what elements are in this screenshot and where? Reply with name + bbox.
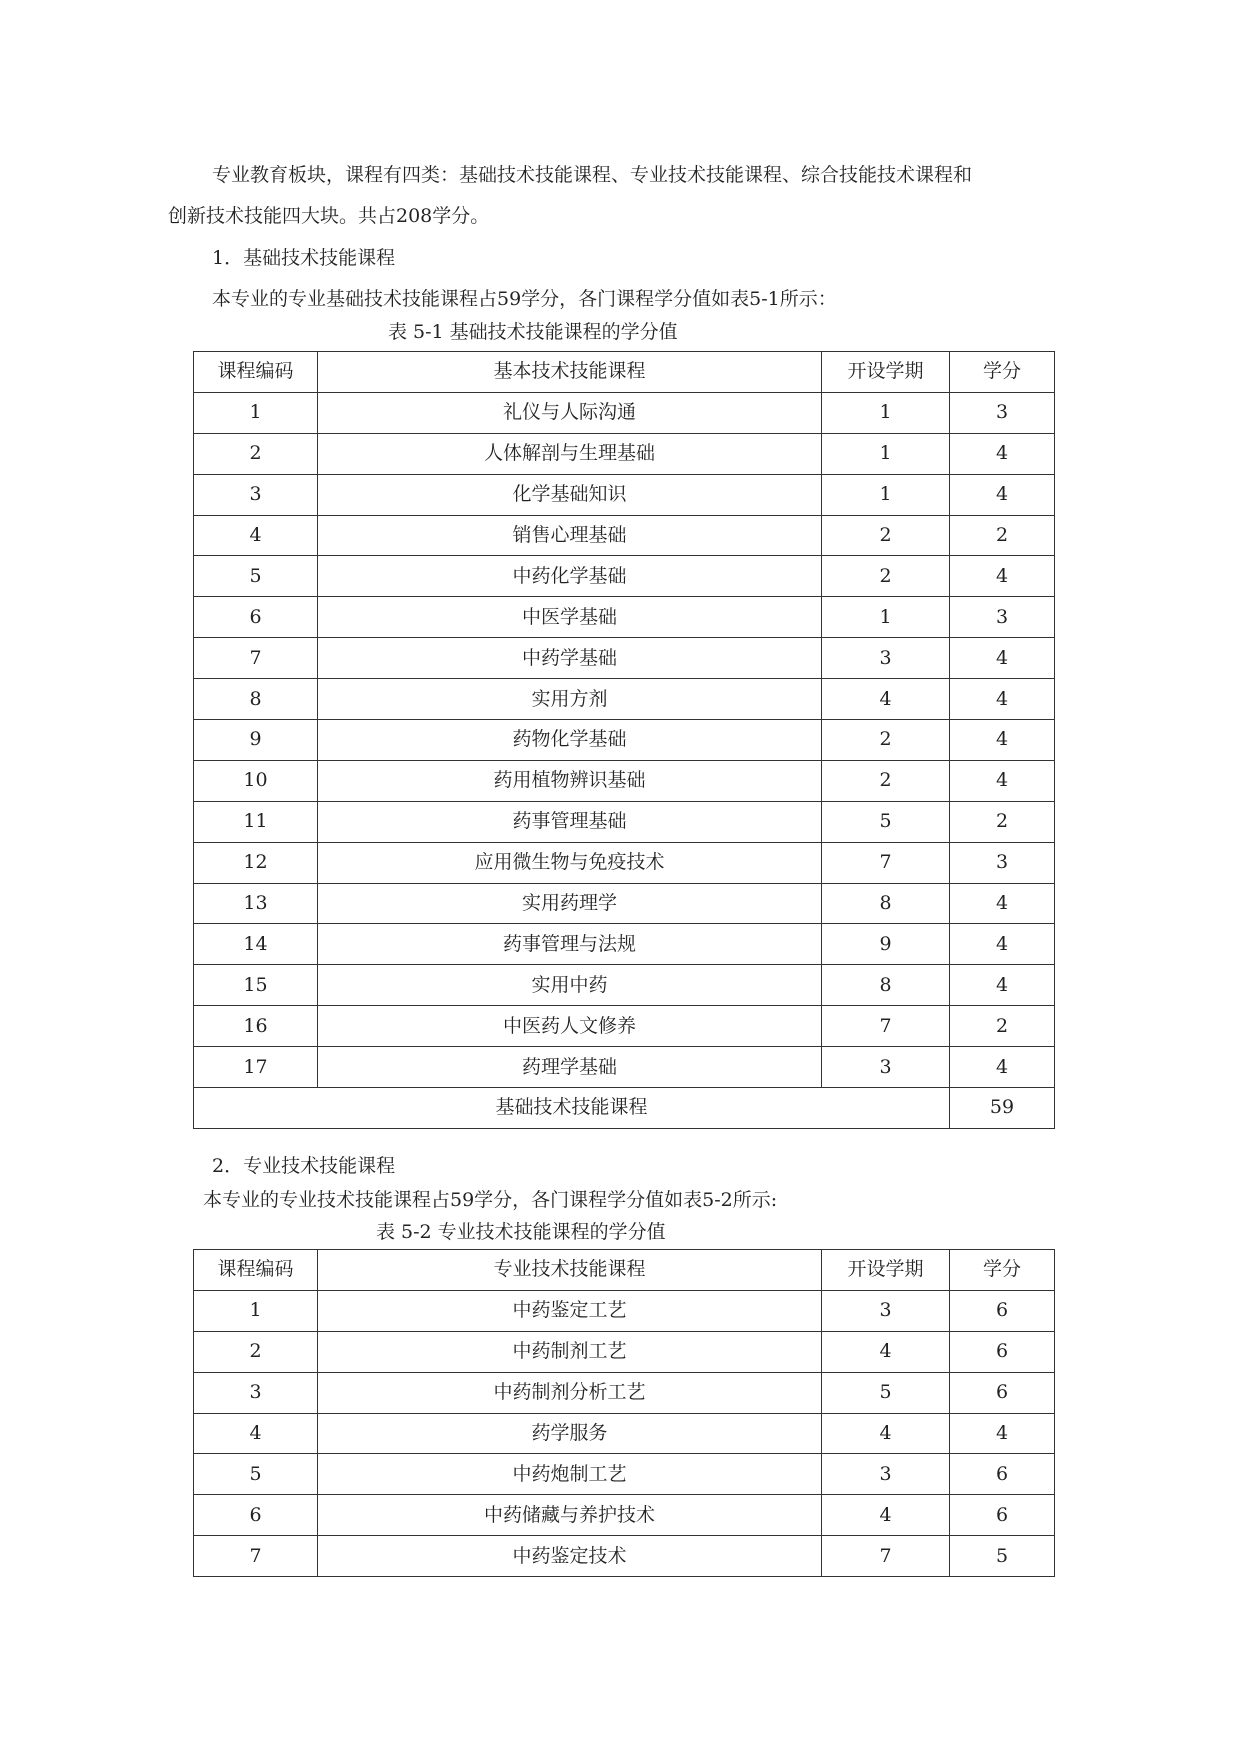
section1-description: 本专业的专业基础技术技能课程占59学分，各门课程学分值如表5-1所示： [212, 288, 837, 310]
table-row [194, 679, 1055, 720]
cell-semester: 4 [822, 1331, 950, 1372]
cell-course-name: 中药鉴定工艺 [318, 1290, 822, 1331]
table1-body [194, 392, 1055, 1087]
table1-total-row [194, 1088, 1055, 1129]
cell-semester: 1 [822, 433, 950, 474]
cell-semester: 7 [822, 842, 950, 883]
cell-semester: 2 [822, 556, 950, 597]
cell-credits: 4 [950, 924, 1055, 965]
cell-credits: 4 [950, 679, 1055, 720]
cell-semester: 2 [822, 720, 950, 761]
cell-credits: 4 [950, 965, 1055, 1006]
intro-line-1: 专业教育板块，课程有四类：基础技术技能课程、专业技术技能课程、综合技能技术课程和 [212, 164, 973, 186]
section2-description: 本专业的专业技术技能课程占59学分，各门课程学分值如表5-2所示: [203, 1189, 778, 1211]
cell-course-name: 中药制剂分析工艺 [318, 1372, 822, 1413]
table-row [194, 1413, 1055, 1454]
cell-credits: 3 [950, 842, 1055, 883]
table-row [194, 474, 1055, 515]
total-label: 基础技术技能课程 [194, 1088, 950, 1129]
cell-credits: 4 [950, 1413, 1055, 1454]
header-semester: 开设学期 [822, 352, 950, 393]
cell-semester: 9 [822, 924, 950, 965]
cell-semester: 7 [822, 1006, 950, 1047]
table-row [194, 1495, 1055, 1536]
cell-course-name: 销售心理基础 [318, 515, 822, 556]
table1-basic-skill-courses [193, 351, 1055, 1129]
table-row [194, 597, 1055, 638]
table-row [194, 760, 1055, 801]
cell-course-code: 4 [194, 1413, 318, 1454]
table-row [194, 1006, 1055, 1047]
cell-credits: 5 [950, 1536, 1055, 1577]
cell-semester: 8 [822, 883, 950, 924]
cell-semester: 1 [822, 392, 950, 433]
table-row [194, 638, 1055, 679]
header-credits: 学分 [950, 1250, 1055, 1291]
table-row [194, 801, 1055, 842]
cell-course-name: 中药储藏与养护技术 [318, 1495, 822, 1536]
cell-course-name: 中药化学基础 [318, 556, 822, 597]
cell-course-name: 中医药人文修养 [318, 1006, 822, 1047]
cell-course-name: 中药制剂工艺 [318, 1331, 822, 1372]
cell-semester: 5 [822, 1372, 950, 1413]
cell-credits: 4 [950, 433, 1055, 474]
cell-semester: 7 [822, 1536, 950, 1577]
cell-semester: 4 [822, 1413, 950, 1454]
table-row [194, 965, 1055, 1006]
table-row [194, 1536, 1055, 1577]
cell-credits: 4 [950, 556, 1055, 597]
cell-course-code: 7 [194, 638, 318, 679]
table-row [194, 392, 1055, 433]
cell-course-name: 化学基础知识 [318, 474, 822, 515]
cell-semester: 4 [822, 1495, 950, 1536]
cell-course-code: 12 [194, 842, 318, 883]
cell-course-code: 6 [194, 597, 318, 638]
table1-caption: 表 5-1 基础技术技能课程的学分值 [388, 321, 678, 343]
cell-course-code: 17 [194, 1047, 318, 1088]
cell-course-name: 药物化学基础 [318, 720, 822, 761]
cell-credits: 2 [950, 515, 1055, 556]
table-row [194, 1454, 1055, 1495]
table2-body [194, 1290, 1055, 1576]
cell-course-code: 2 [194, 433, 318, 474]
cell-course-code: 4 [194, 515, 318, 556]
cell-course-name: 中药鉴定技术 [318, 1536, 822, 1577]
table-row [194, 842, 1055, 883]
cell-course-code: 5 [194, 1454, 318, 1495]
cell-credits: 3 [950, 392, 1055, 433]
cell-course-name: 应用微生物与免疫技术 [318, 842, 822, 883]
cell-course-code: 7 [194, 1536, 318, 1577]
cell-credits: 6 [950, 1454, 1055, 1495]
cell-course-code: 1 [194, 392, 318, 433]
table-row [194, 883, 1055, 924]
cell-credits: 4 [950, 1047, 1055, 1088]
cell-credits: 3 [950, 597, 1055, 638]
cell-course-code: 9 [194, 720, 318, 761]
cell-semester: 3 [822, 638, 950, 679]
table-row [194, 924, 1055, 965]
cell-course-name: 人体解剖与生理基础 [318, 433, 822, 474]
cell-course-code: 14 [194, 924, 318, 965]
cell-course-name: 中药炮制工艺 [318, 1454, 822, 1495]
cell-credits: 2 [950, 801, 1055, 842]
table-row [194, 433, 1055, 474]
cell-credits: 6 [950, 1372, 1055, 1413]
cell-credits: 4 [950, 474, 1055, 515]
cell-semester: 1 [822, 474, 950, 515]
table2-header-row [194, 1250, 1055, 1291]
cell-course-code: 16 [194, 1006, 318, 1047]
cell-credits: 2 [950, 1006, 1055, 1047]
cell-course-code: 5 [194, 556, 318, 597]
cell-course-name: 实用中药 [318, 965, 822, 1006]
cell-course-name: 药理学基础 [318, 1047, 822, 1088]
header-credits: 学分 [950, 352, 1055, 393]
cell-semester: 4 [822, 679, 950, 720]
cell-course-name: 药事管理基础 [318, 801, 822, 842]
intro-line-2: 创新技术技能四大块。共占208学分。 [168, 205, 490, 227]
cell-semester: 2 [822, 515, 950, 556]
table2-caption: 表 5-2 专业技术技能课程的学分值 [376, 1221, 666, 1243]
cell-semester: 5 [822, 801, 950, 842]
cell-credits: 6 [950, 1331, 1055, 1372]
cell-course-code: 1 [194, 1290, 318, 1331]
cell-semester: 3 [822, 1290, 950, 1331]
table-row [194, 556, 1055, 597]
table-row [194, 1290, 1055, 1331]
table-row [194, 1372, 1055, 1413]
header-semester: 开设学期 [822, 1250, 950, 1291]
table-row [194, 1331, 1055, 1372]
cell-course-name: 实用药理学 [318, 883, 822, 924]
header-course-name: 专业技术技能课程 [318, 1250, 822, 1291]
cell-credits: 6 [950, 1495, 1055, 1536]
table1-header-row [194, 352, 1055, 393]
header-course-code: 课程编码 [194, 352, 318, 393]
cell-course-name: 药用植物辨识基础 [318, 760, 822, 801]
table-row [194, 720, 1055, 761]
section2-heading: 2．专业技术技能课程 [212, 1155, 396, 1177]
cell-semester: 8 [822, 965, 950, 1006]
cell-course-name: 中药学基础 [318, 638, 822, 679]
cell-credits: 4 [950, 760, 1055, 801]
cell-course-code: 3 [194, 474, 318, 515]
section1-heading: 1．基础技术技能课程 [212, 247, 396, 269]
cell-course-code: 11 [194, 801, 318, 842]
header-course-name: 基本技术技能课程 [318, 352, 822, 393]
cell-course-code: 3 [194, 1372, 318, 1413]
cell-credits: 6 [950, 1290, 1055, 1331]
cell-semester: 3 [822, 1047, 950, 1088]
cell-course-code: 15 [194, 965, 318, 1006]
cell-course-code: 8 [194, 679, 318, 720]
cell-course-code: 2 [194, 1331, 318, 1372]
table-row [194, 1047, 1055, 1088]
header-course-code: 课程编码 [194, 1250, 318, 1291]
cell-course-code: 6 [194, 1495, 318, 1536]
cell-credits: 4 [950, 883, 1055, 924]
cell-course-name: 实用方剂 [318, 679, 822, 720]
cell-credits: 4 [950, 720, 1055, 761]
cell-course-name: 中医学基础 [318, 597, 822, 638]
cell-course-code: 10 [194, 760, 318, 801]
cell-semester: 2 [822, 760, 950, 801]
total-credits: 59 [950, 1088, 1055, 1129]
table-row [194, 515, 1055, 556]
table2-professional-skill-courses [193, 1249, 1055, 1577]
cell-semester: 3 [822, 1454, 950, 1495]
cell-course-name: 药事管理与法规 [318, 924, 822, 965]
cell-semester: 1 [822, 597, 950, 638]
cell-course-code: 13 [194, 883, 318, 924]
cell-course-name: 药学服务 [318, 1413, 822, 1454]
cell-course-name: 礼仪与人际沟通 [318, 392, 822, 433]
cell-credits: 4 [950, 638, 1055, 679]
